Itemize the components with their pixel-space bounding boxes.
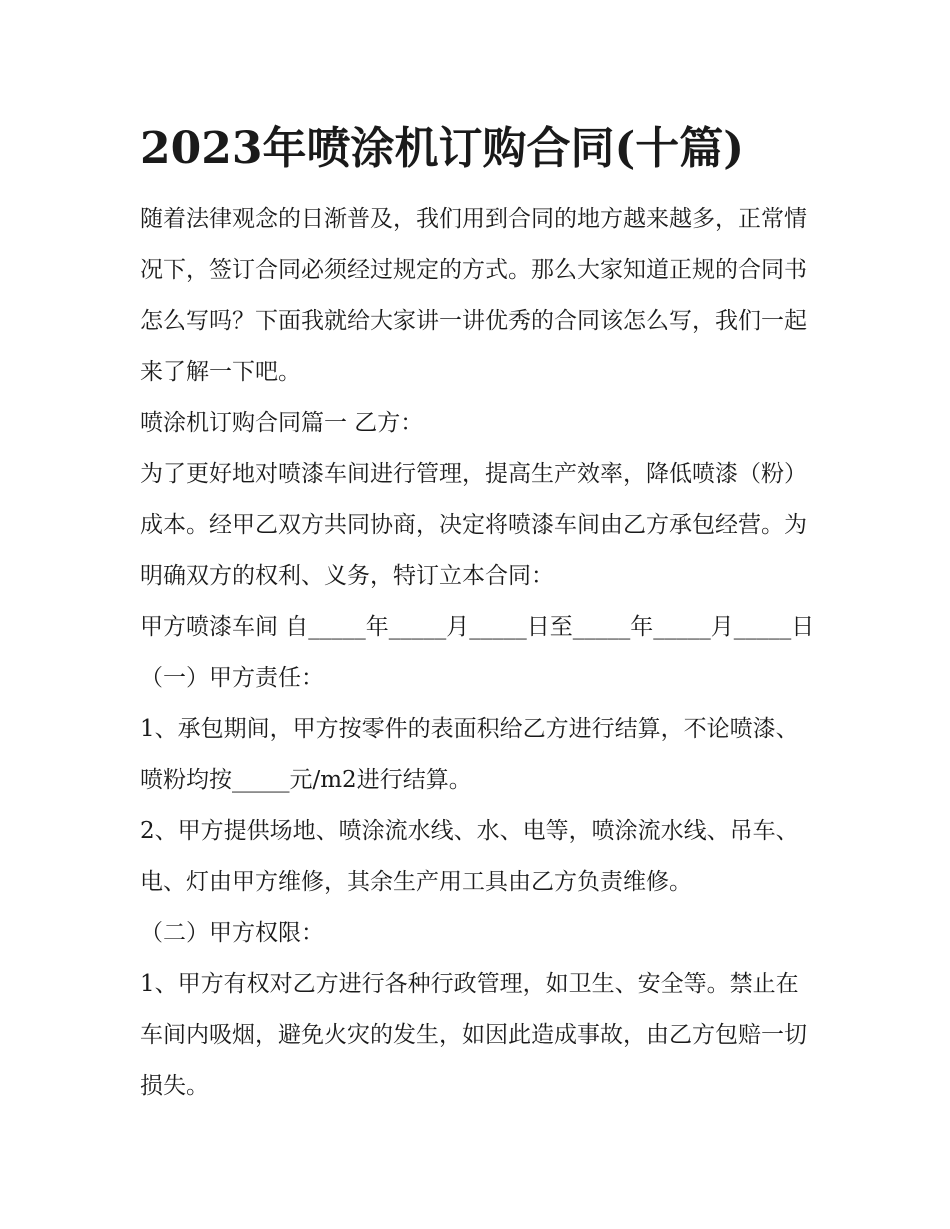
clause-1: 1、承包期间，甲方按零件的表面积给乙方进行结算，不论喷漆、喷粉均按_____元/m2进行结算。	[140, 716, 799, 793]
clause-3: 1、甲方有权对乙方进行各种行政管理，如卫生、安全等。禁止在车间内吸烟，避免火灾的发生，如因此造成事故，由乙方包赔一切损失。	[140, 971, 807, 1099]
clause-2: 2、甲方提供场地、喷涂流水线、水、电等，喷涂流水线、吊车、电、灯由甲方维修，其余生产用工具由乙方负责维修。	[140, 818, 799, 895]
term-paragraph: 甲方喷漆车间 自_____年_____月_____日至_____年_____月_____日 （一）甲方责任：	[140, 614, 815, 691]
document-page	[140, 118, 820, 1112]
document-title: 2023年喷涂机订购合同(十篇)	[140, 123, 745, 174]
purpose-paragraph: 为了更好地对喷漆车间进行管理，提高生产效率，降低喷漆（粉）成本。经甲乙双方共同协商，决定将喷漆车间由乙方承包经营。为明确双方的权利、义务，特订立本合同：	[140, 461, 807, 589]
section-heading: 喷涂机订购合同篇一 乙方：	[140, 410, 424, 436]
intro-paragraph: 随着法律观念的日渐普及，我们用到合同的地方越来越多，正常情况下，签订合同必须经过规定的方式。那么大家知道正规的合同书怎么写吗？下面我就给大家讲一讲优秀的合同该怎么写，我们一起来了解一下吧。	[140, 206, 807, 385]
subsection-heading: （二）甲方权限：	[140, 920, 324, 946]
